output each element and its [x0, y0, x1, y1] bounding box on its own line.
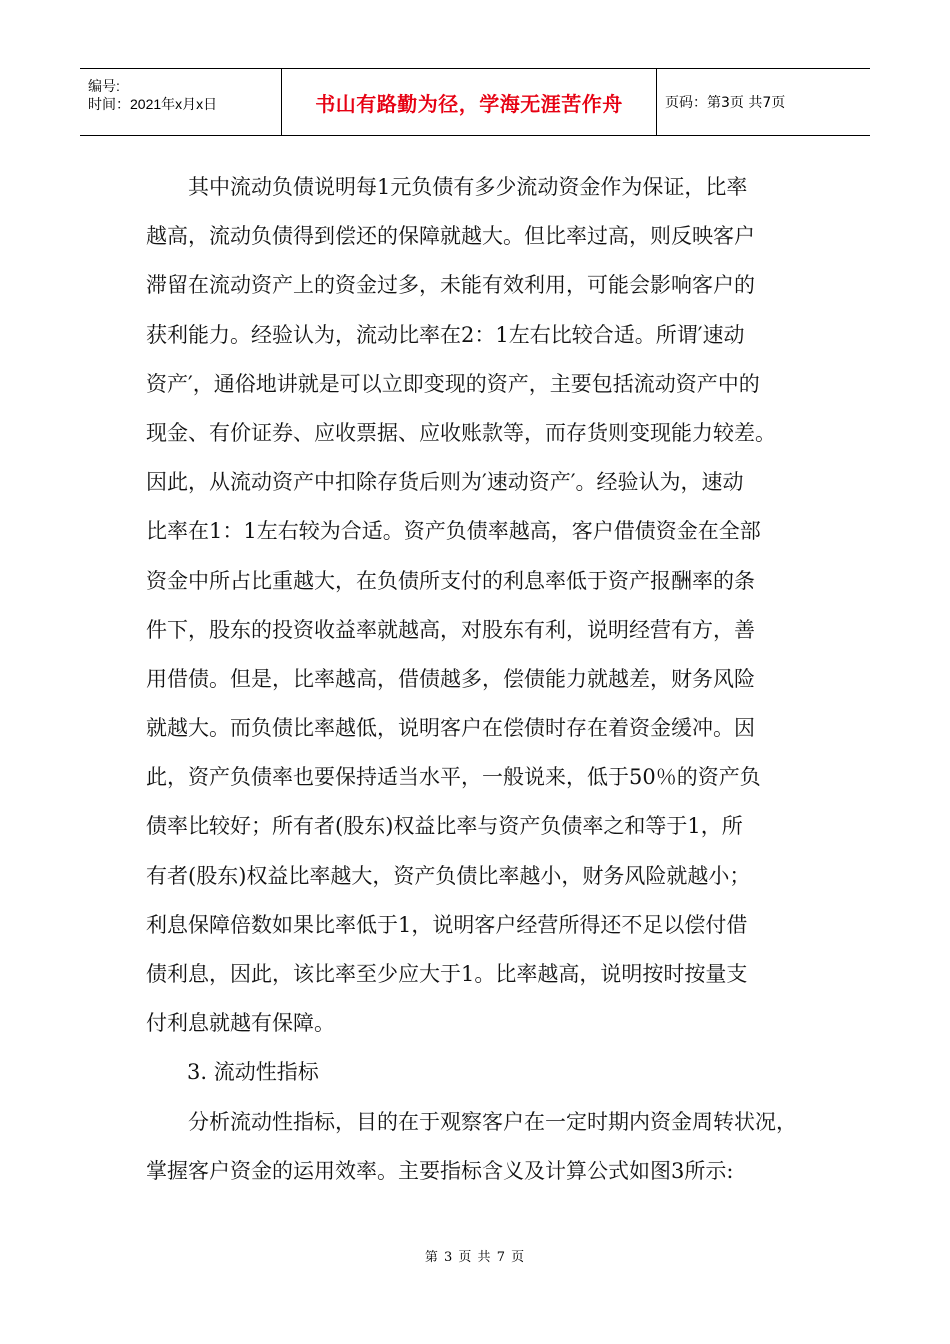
text-line: 用借债。但是，比率越高，借债越多，偿债能力就越差，财务风险	[146, 666, 755, 691]
text-line: 掌握客户资金的运用效率。主要指标含义及计算公式如图3所示:	[146, 1158, 734, 1183]
paragraph-1	[146, 163, 810, 1048]
text-line: 付利息就越有保障。	[146, 1011, 335, 1036]
motto-text: 书山有路勤为径，学海无涯苦作舟	[315, 91, 623, 116]
text-line: 件下，股东的投资收益率就越高，对股东有利，说明经营有方，善	[146, 617, 755, 642]
time-label: 时间：2021年x月x日	[88, 96, 218, 112]
header-meta-cell	[80, 69, 282, 135]
text-line: 其中流动负债说明每1元负债有多少流动资金作为保证，比率	[188, 175, 748, 199]
text-line: 资产′，通俗地讲就是可以立即变现的资产，主要包括流动资产中的	[146, 371, 760, 396]
page-footer: 第 3 页 共 7 页	[424, 1250, 526, 1265]
text-line: 滞留在流动资产上的资金过多，未能有效利用，可能会影响客户的	[146, 273, 755, 298]
paragraph-2	[146, 1098, 810, 1196]
text-line: 此，资产负债率也要保持适当水平，一般说来，低于50％的资产负	[146, 765, 761, 790]
text-line: 利息保障倍数如果比率低于1，说明客户经营所得还不足以偿付借	[146, 912, 748, 937]
document-body	[146, 163, 810, 1196]
text-line: 越高，流动负债得到偿还的保障就越大。但比率过高，则反映客户	[146, 224, 755, 249]
text-line: 获利能力。经验认为，流动比率在2：1左右比较合适。所谓′速动	[146, 322, 745, 347]
text-line: 债率比较好；所有者(股东)权益比率与资产负债率之和等于1，所	[146, 814, 743, 839]
header-page-info: 页码：第3页 共7页	[665, 95, 786, 111]
text-line: 比率在1：1左右较为合适。资产负债率越高，客户借债资金在全部	[146, 519, 761, 544]
header-motto-cell	[282, 69, 657, 135]
section-heading: 3. 流动性指标	[187, 1060, 319, 1085]
text-line: 分析流动性指标，目的在于观察客户在一定时期内资金周转状况，	[188, 1109, 797, 1134]
text-line: 资金中所占比重越大，在负债所支付的利息率低于资产报酬率的条	[146, 568, 755, 593]
text-line: 有者(股东)权益比率越大，资产负债比率越小，财务风险就越小；	[146, 863, 751, 888]
text-line: 因此，从流动资产中扣除存货后则为′速动资产′。经验认为，速动	[146, 470, 744, 495]
text-line: 债利息，因此，该比率至少应大于1。比率越高，说明按时按量支	[146, 962, 748, 986]
text-line: 就越大。而负债比率越低，说明客户在偿债时存在着资金缓冲。因	[146, 716, 755, 741]
text-line: 现金、有价证券、应收票据、应收账款等，而存货则变现能力较差。	[146, 420, 776, 445]
page-header	[80, 68, 870, 136]
number-label: 编号:	[88, 78, 120, 94]
